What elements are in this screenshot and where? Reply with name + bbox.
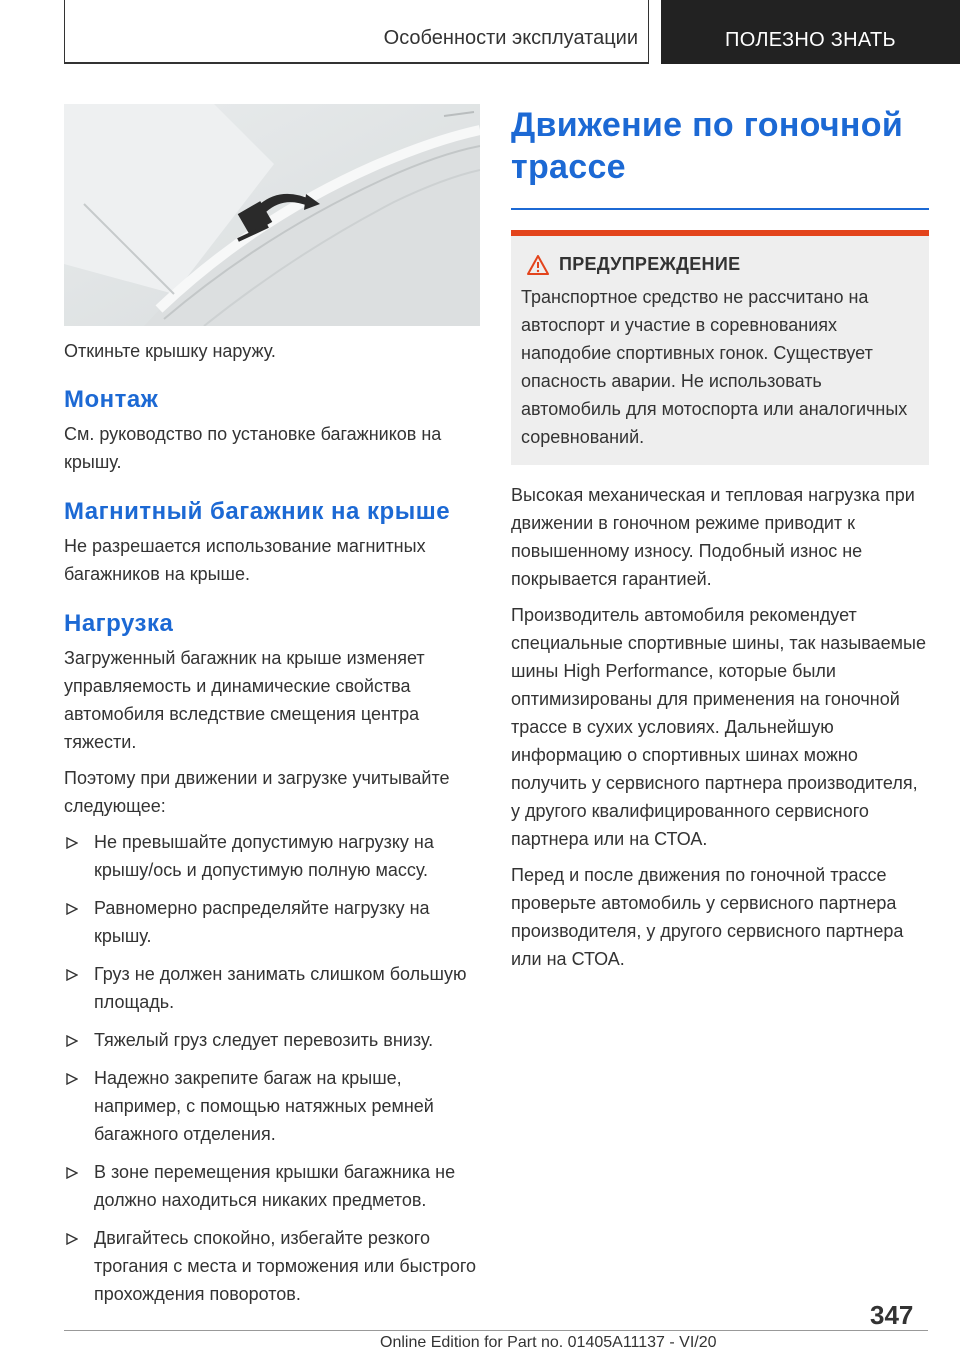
list-item-text: Надежно закрепите багаж на крыше, например, с помощью натяжных ремней багажного отделения.	[94, 1068, 434, 1144]
section-text-magnetic-rack: Не разрешается использование магнитных багажников на крыше.	[64, 536, 426, 584]
warning-box	[511, 230, 929, 465]
warning-text: Транспортное средство не рассчитано на автоспорт и участие в соревнованиях наподобие спортивных гонок. Существует опасность аварии. Не использовать автомобиль для мотоспорта или аналогичных соревнований.	[521, 287, 908, 447]
warning-triangle-icon	[527, 255, 549, 275]
warning-label: ПРЕДУПРЕЖДЕНИЕ	[559, 254, 741, 274]
section-text-load-note: Поэтому при движении и загрузке учитывайте следующее:	[64, 768, 450, 816]
list-item-text: Тяжелый груз следует перевозить внизу.	[94, 1030, 434, 1050]
left-column	[64, 104, 482, 1318]
bullet-triangle-icon	[66, 1167, 78, 1179]
racing-text-wear: Высокая механическая и тепловая нагрузка при движении в гоночном режиме приводит к повышенному износу. Подобный износ не покрывается гарантией.	[511, 485, 915, 589]
racing-text-tires: Производитель автомобиля рекомендует специальные спортивные шины, так называемые шины High Performance, которые были оптимизированы для применения на гоночной трассе в сухих условиях. Дальнейшую информацию о спортивных шинах можно получить у сервисного партнера производителя, у другого квалифицированного сервисного партнера или на СТОА.	[511, 605, 926, 849]
list-item-text: Не превышайте допустимую нагрузку на крышу/ось и допустимую полную массу.	[94, 832, 434, 880]
list-item	[64, 1224, 482, 1308]
section-heading-magnetic-rack: Магнитный багажник на крыше	[64, 498, 451, 525]
list-item	[64, 894, 482, 950]
header-section-label: Особенности эксплуатации	[383, 27, 638, 49]
list-item	[64, 1158, 482, 1214]
header-chapter-tab	[661, 0, 960, 64]
right-column	[511, 104, 929, 981]
list-item-text: В зоне перемещения крышки багажника не должно находиться никаких предметов.	[94, 1162, 456, 1210]
list-item	[64, 1026, 482, 1054]
header-section-tab	[64, 0, 649, 64]
list-item	[64, 1064, 482, 1148]
list-item	[64, 960, 482, 1016]
bullet-triangle-icon	[66, 903, 78, 915]
footer-divider	[64, 1330, 928, 1331]
list-item-text: Груз не должен занимать слишком большую площадь.	[94, 964, 467, 1012]
bullet-triangle-icon	[66, 969, 78, 981]
section-heading-load: Нагрузка	[64, 610, 174, 637]
section-heading-mounting: Монтаж	[64, 386, 159, 413]
header-chapter-label: ПОЛЕЗНО ЗНАТЬ	[725, 29, 896, 51]
title-divider	[511, 208, 929, 210]
page-number: 347	[870, 1300, 914, 1330]
page-title: Движение по гоночной трассе	[511, 106, 904, 186]
bullet-triangle-icon	[66, 1233, 78, 1245]
list-item	[64, 828, 482, 884]
section-text-load-intro: Загруженный багажник на крыше изменяет управляемость и динамические свойства автомобиля вследствие смещения центра тяжести.	[64, 648, 425, 752]
roof-cover-photo	[64, 104, 480, 326]
footer-edition: Online Edition for Part no. 01405A11137 - VI/20	[380, 1334, 717, 1351]
photo-caption: Откиньте крышку наружу.	[64, 341, 276, 361]
bullet-triangle-icon	[66, 1035, 78, 1047]
bullet-triangle-icon	[66, 837, 78, 849]
list-item-text: Двигайтесь спокойно, избегайте резкого трогания с места и торможения или быстрого прохождения поворотов.	[94, 1228, 477, 1304]
bullet-triangle-icon	[66, 1073, 78, 1085]
racing-text-inspection: Перед и после движения по гоночной трассе проверьте автомобиль у сервисного партнера производителя, у другого сервисного партнера или на СТОА.	[511, 865, 904, 969]
load-bullet-list	[64, 828, 482, 1308]
section-text-mounting: См. руководство по установке багажников на крышу.	[64, 424, 442, 472]
list-item-text: Равномерно распределяйте нагрузку на крышу.	[94, 898, 430, 946]
warning-header	[521, 254, 919, 275]
